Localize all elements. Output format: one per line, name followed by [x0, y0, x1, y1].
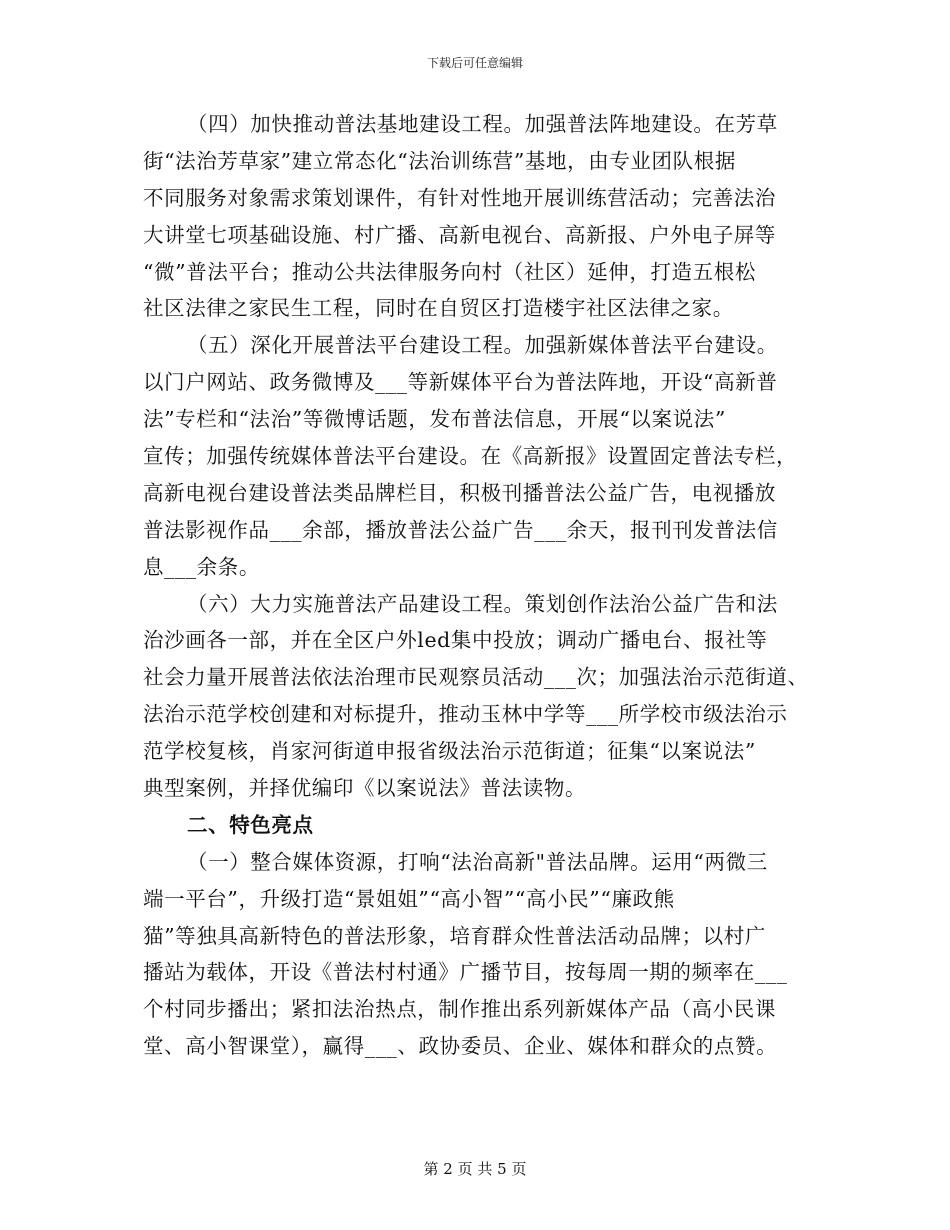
paragraph-line: 息___余条。 — [143, 554, 260, 579]
paragraph-line: 治沙画各一部，并在全区户外led集中投放；调动广播电台、报社等 — [143, 628, 768, 653]
paragraph-line: 法治示范学校创建和对标提升，推动玉林中学等___所学校市级法治示 — [143, 702, 788, 727]
paragraph-line: 范学校复核，肖家河街道申报省级法治示范街道；征集“以案说法” — [143, 739, 756, 764]
paragraph-line: “微”普法平台；推动公共法律服务向村（社区）延伸，打造五根松 — [143, 259, 756, 284]
paragraph-line: 播站为载体，开设《普法村村通》广播节目，按每周一期的频率在___ — [143, 960, 788, 985]
document-body — [143, 106, 808, 1065]
paragraph-line: 以门户网站、政务微博及___等新媒体平台为普法阵地，开设“高新普 — [143, 370, 778, 395]
page-header: 下载后可任意编辑 — [426, 56, 523, 70]
section-heading: 二、特色亮点 — [187, 812, 314, 837]
paragraph-line: 猫”等独具高新特色的普法形象，培育群众性普法活动品牌；以村广 — [143, 923, 766, 948]
paragraph-line: 社会力量开展普法依法治理市民观察员活动___次；加强法治示范街道、 — [143, 665, 809, 690]
paragraph-line: 社区法律之家民生工程，同时在自贸区打造楼宇社区法律之家。 — [143, 296, 734, 321]
page-footer: 第 2 页 共 5 页 — [423, 1160, 527, 1178]
paragraph-line: 普法影视作品___余部，播放普法公益广告___余天，报刊刊发普法信 — [143, 517, 778, 542]
paragraph-line: 高新电视台建设普法类品牌栏目，积极刊播普法公益广告，电视播放 — [143, 480, 776, 505]
paragraph-line: 法”专栏和“法治”等微博话题，发布普法信息，开展“以案说法” — [143, 407, 726, 432]
paragraph-line: 堂、高小智课堂），赢得___、政协委员、企业、媒体和群众的点赞。 — [143, 1034, 778, 1059]
paragraph-line: 个村同步播出；紧扣法治热点，制作推出系列新媒体产品（高小民课 — [143, 997, 776, 1022]
paragraph-line: 大讲堂七项基础设施、村广播、高新电视台、高新报、户外电子屏等 — [143, 222, 776, 247]
paragraph-line: 端一平台”，升级打造“景姐姐”“高小智”“高小民”“廉政熊 — [143, 886, 675, 911]
paragraph-line: 典型案例，并择优编印《以案说法》普法读物。 — [143, 776, 587, 801]
paragraph-line: （六）大力实施普法产品建设工程。策划创作法治公益广告和法 — [187, 591, 778, 616]
paragraph-line: （五）深化开展普法平台建设工程。加强新媒体普法平台建设。 — [187, 333, 778, 358]
paragraph-line: （一）整合媒体资源，打响“法治高新"普法品牌。运用“两微三 — [187, 849, 768, 874]
paragraph-line: 街“法治芳草家”建立常态化“法治训练营”基地，由专业团队根据 — [143, 148, 736, 173]
paragraph-line: 不同服务对象需求策划课件，有针对性地开展训练营活动；完善法治 — [143, 185, 776, 210]
paragraph-line: （四）加快推动普法基地建设工程。加强普法阵地建设。在芳草 — [187, 112, 778, 136]
paragraph-line: 宣传；加强传统媒体普法平台建设。在《高新报》设置固定普法专栏， — [143, 444, 798, 469]
